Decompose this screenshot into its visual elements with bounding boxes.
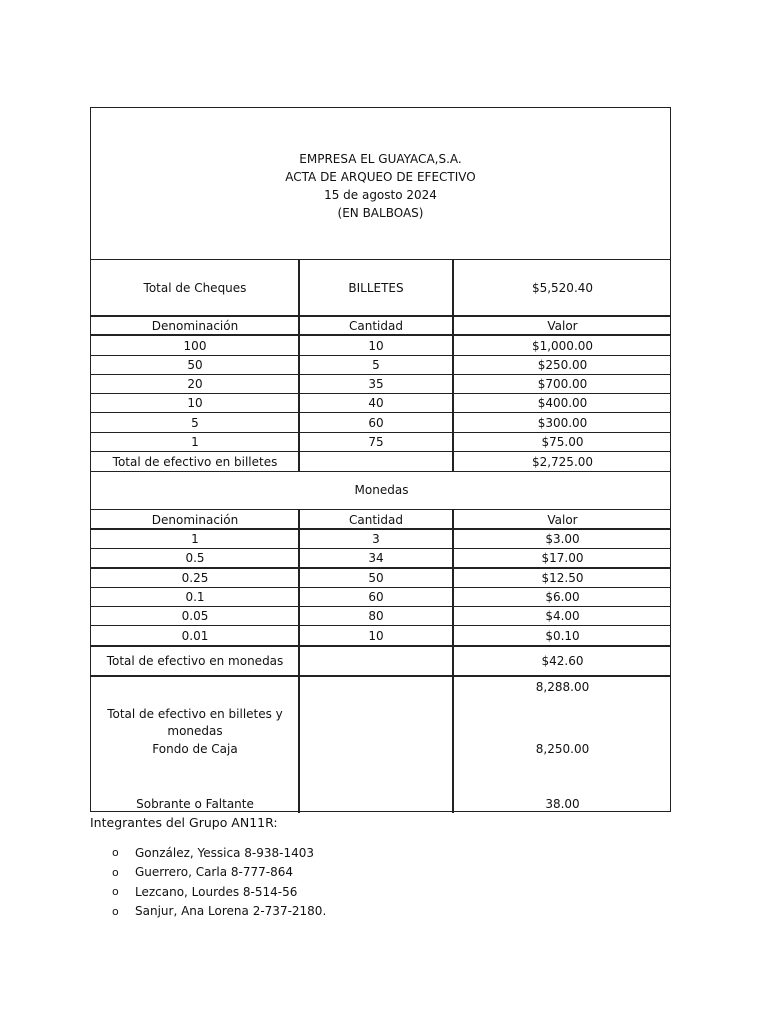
billetes-header-denominacion: Denominación — [151, 318, 239, 333]
member-name: Sanjur, Ana Lorena 2-737-2180. — [135, 904, 327, 919]
sobrante-faltante-value: 38.00 — [545, 796, 580, 811]
billetes-row-valor: $1,000.00 — [531, 338, 594, 353]
column-divider — [452, 509, 454, 813]
bullet-circle-icon: o — [112, 846, 119, 860]
monedas-header-cantidad: Cantidad — [349, 512, 403, 527]
monedas-row-cantidad: 3 — [372, 531, 380, 546]
total-monedas-label: Total de efectivo en monedas — [106, 654, 284, 668]
monedas-row-valor: $3.00 — [545, 531, 580, 546]
monedas-row-denominacion: 1 — [191, 531, 199, 546]
bullet-circle-icon: o — [112, 885, 119, 899]
group-members-list — [112, 843, 326, 921]
member-name: Guerrero, Carla 8-777-864 — [135, 865, 293, 880]
billetes-row-cantidad: 5 — [372, 357, 380, 372]
monedas-row-valor: $0.10 — [545, 628, 580, 643]
column-divider — [298, 509, 300, 813]
total-billetes-label: Total de efectivo en billetes — [112, 455, 278, 469]
document-title: ACTA DE ARQUEO DE EFECTIVO — [285, 169, 476, 184]
document-date: 15 de agosto 2024 — [324, 187, 437, 202]
total-efectivo-label — [91, 705, 299, 741]
monedas-row-cantidad: 60 — [368, 589, 384, 604]
monedas-row-denominacion: 0.01 — [181, 628, 209, 643]
total-efectivo-value: 8,288.00 — [535, 679, 590, 694]
billetes-row-cantidad: 35 — [368, 376, 384, 391]
billetes-row-valor: $250.00 — [537, 357, 588, 372]
bullet-circle-icon: o — [112, 865, 119, 879]
company-name: EMPRESA EL GUAYACA,S.A. — [299, 151, 462, 166]
member-name: González, Yessica 8-938-1403 — [135, 845, 315, 860]
total-cheques-value: $5,520.40 — [531, 280, 594, 295]
monedas-row-denominacion: 0.1 — [185, 589, 205, 604]
billetes-row-denominacion: 1 — [191, 434, 199, 449]
billetes-row-denominacion: 10 — [187, 395, 203, 410]
member-name: Lezcano, Lourdes 8-514-56 — [135, 884, 298, 899]
fondo-caja-label: Fondo de Caja — [152, 741, 238, 756]
member-item — [112, 882, 326, 902]
member-item — [112, 902, 326, 922]
total-billetes-value: $2,725.00 — [531, 455, 594, 469]
billetes-header-valor: Valor — [547, 318, 578, 333]
billetes-row-denominacion: 50 — [187, 357, 203, 372]
fondo-caja-value: 8,250.00 — [535, 741, 590, 756]
billetes-row-denominacion: 20 — [187, 376, 203, 391]
member-item — [112, 863, 326, 883]
billetes-header-cantidad: Cantidad — [349, 318, 403, 333]
group-heading: Integrantes del Grupo AN11R: — [90, 815, 278, 830]
table-title-block — [91, 108, 670, 260]
billetes-label: BILLETES — [348, 280, 404, 295]
bullet-circle-icon: o — [112, 904, 119, 918]
total-efectivo-label-line1: Total de efectivo en billetes y — [107, 707, 283, 721]
billetes-row-denominacion: 100 — [183, 338, 207, 353]
monedas-row-valor: $4.00 — [545, 608, 580, 623]
monedas-row-cantidad: 34 — [368, 550, 384, 565]
monedas-row-valor: $6.00 — [545, 589, 580, 604]
monedas-row-denominacion: 0.25 — [181, 570, 209, 585]
monedas-row-denominacion: 0.5 — [185, 550, 205, 565]
monedas-header-denominacion: Denominación — [151, 512, 239, 527]
column-divider — [452, 260, 454, 471]
total-efectivo-label-line2: monedas — [167, 724, 223, 738]
monedas-section-title: Monedas — [354, 483, 409, 497]
billetes-row-valor: $700.00 — [537, 376, 588, 391]
monedas-row-denominacion: 0.05 — [181, 608, 209, 623]
monedas-row-valor: $12.50 — [541, 570, 584, 585]
billetes-row-valor: $400.00 — [537, 395, 588, 410]
monedas-header-valor: Valor — [547, 512, 578, 527]
currency-note: (EN BALBOAS) — [337, 205, 424, 220]
monedas-row-cantidad: 80 — [368, 608, 384, 623]
total-monedas-value: $42.60 — [541, 654, 584, 668]
billetes-row-cantidad: 40 — [368, 395, 384, 410]
billetes-row-denominacion: 5 — [191, 415, 199, 430]
billetes-row-cantidad: 60 — [368, 415, 384, 430]
monedas-row-cantidad: 50 — [368, 570, 384, 585]
monedas-row-cantidad: 10 — [368, 628, 384, 643]
billetes-row-cantidad: 10 — [368, 338, 384, 353]
monedas-row-valor: $17.00 — [541, 550, 584, 565]
billetes-row-cantidad: 75 — [368, 434, 384, 449]
billetes-row-valor: $300.00 — [537, 415, 588, 430]
arqueo-table — [90, 107, 671, 812]
sobrante-faltante-label: Sobrante o Faltante — [136, 796, 254, 811]
member-item — [112, 843, 326, 863]
total-cheques-label: Total de Cheques — [143, 280, 247, 295]
column-divider — [298, 260, 300, 471]
billetes-row-valor: $75.00 — [541, 434, 584, 449]
